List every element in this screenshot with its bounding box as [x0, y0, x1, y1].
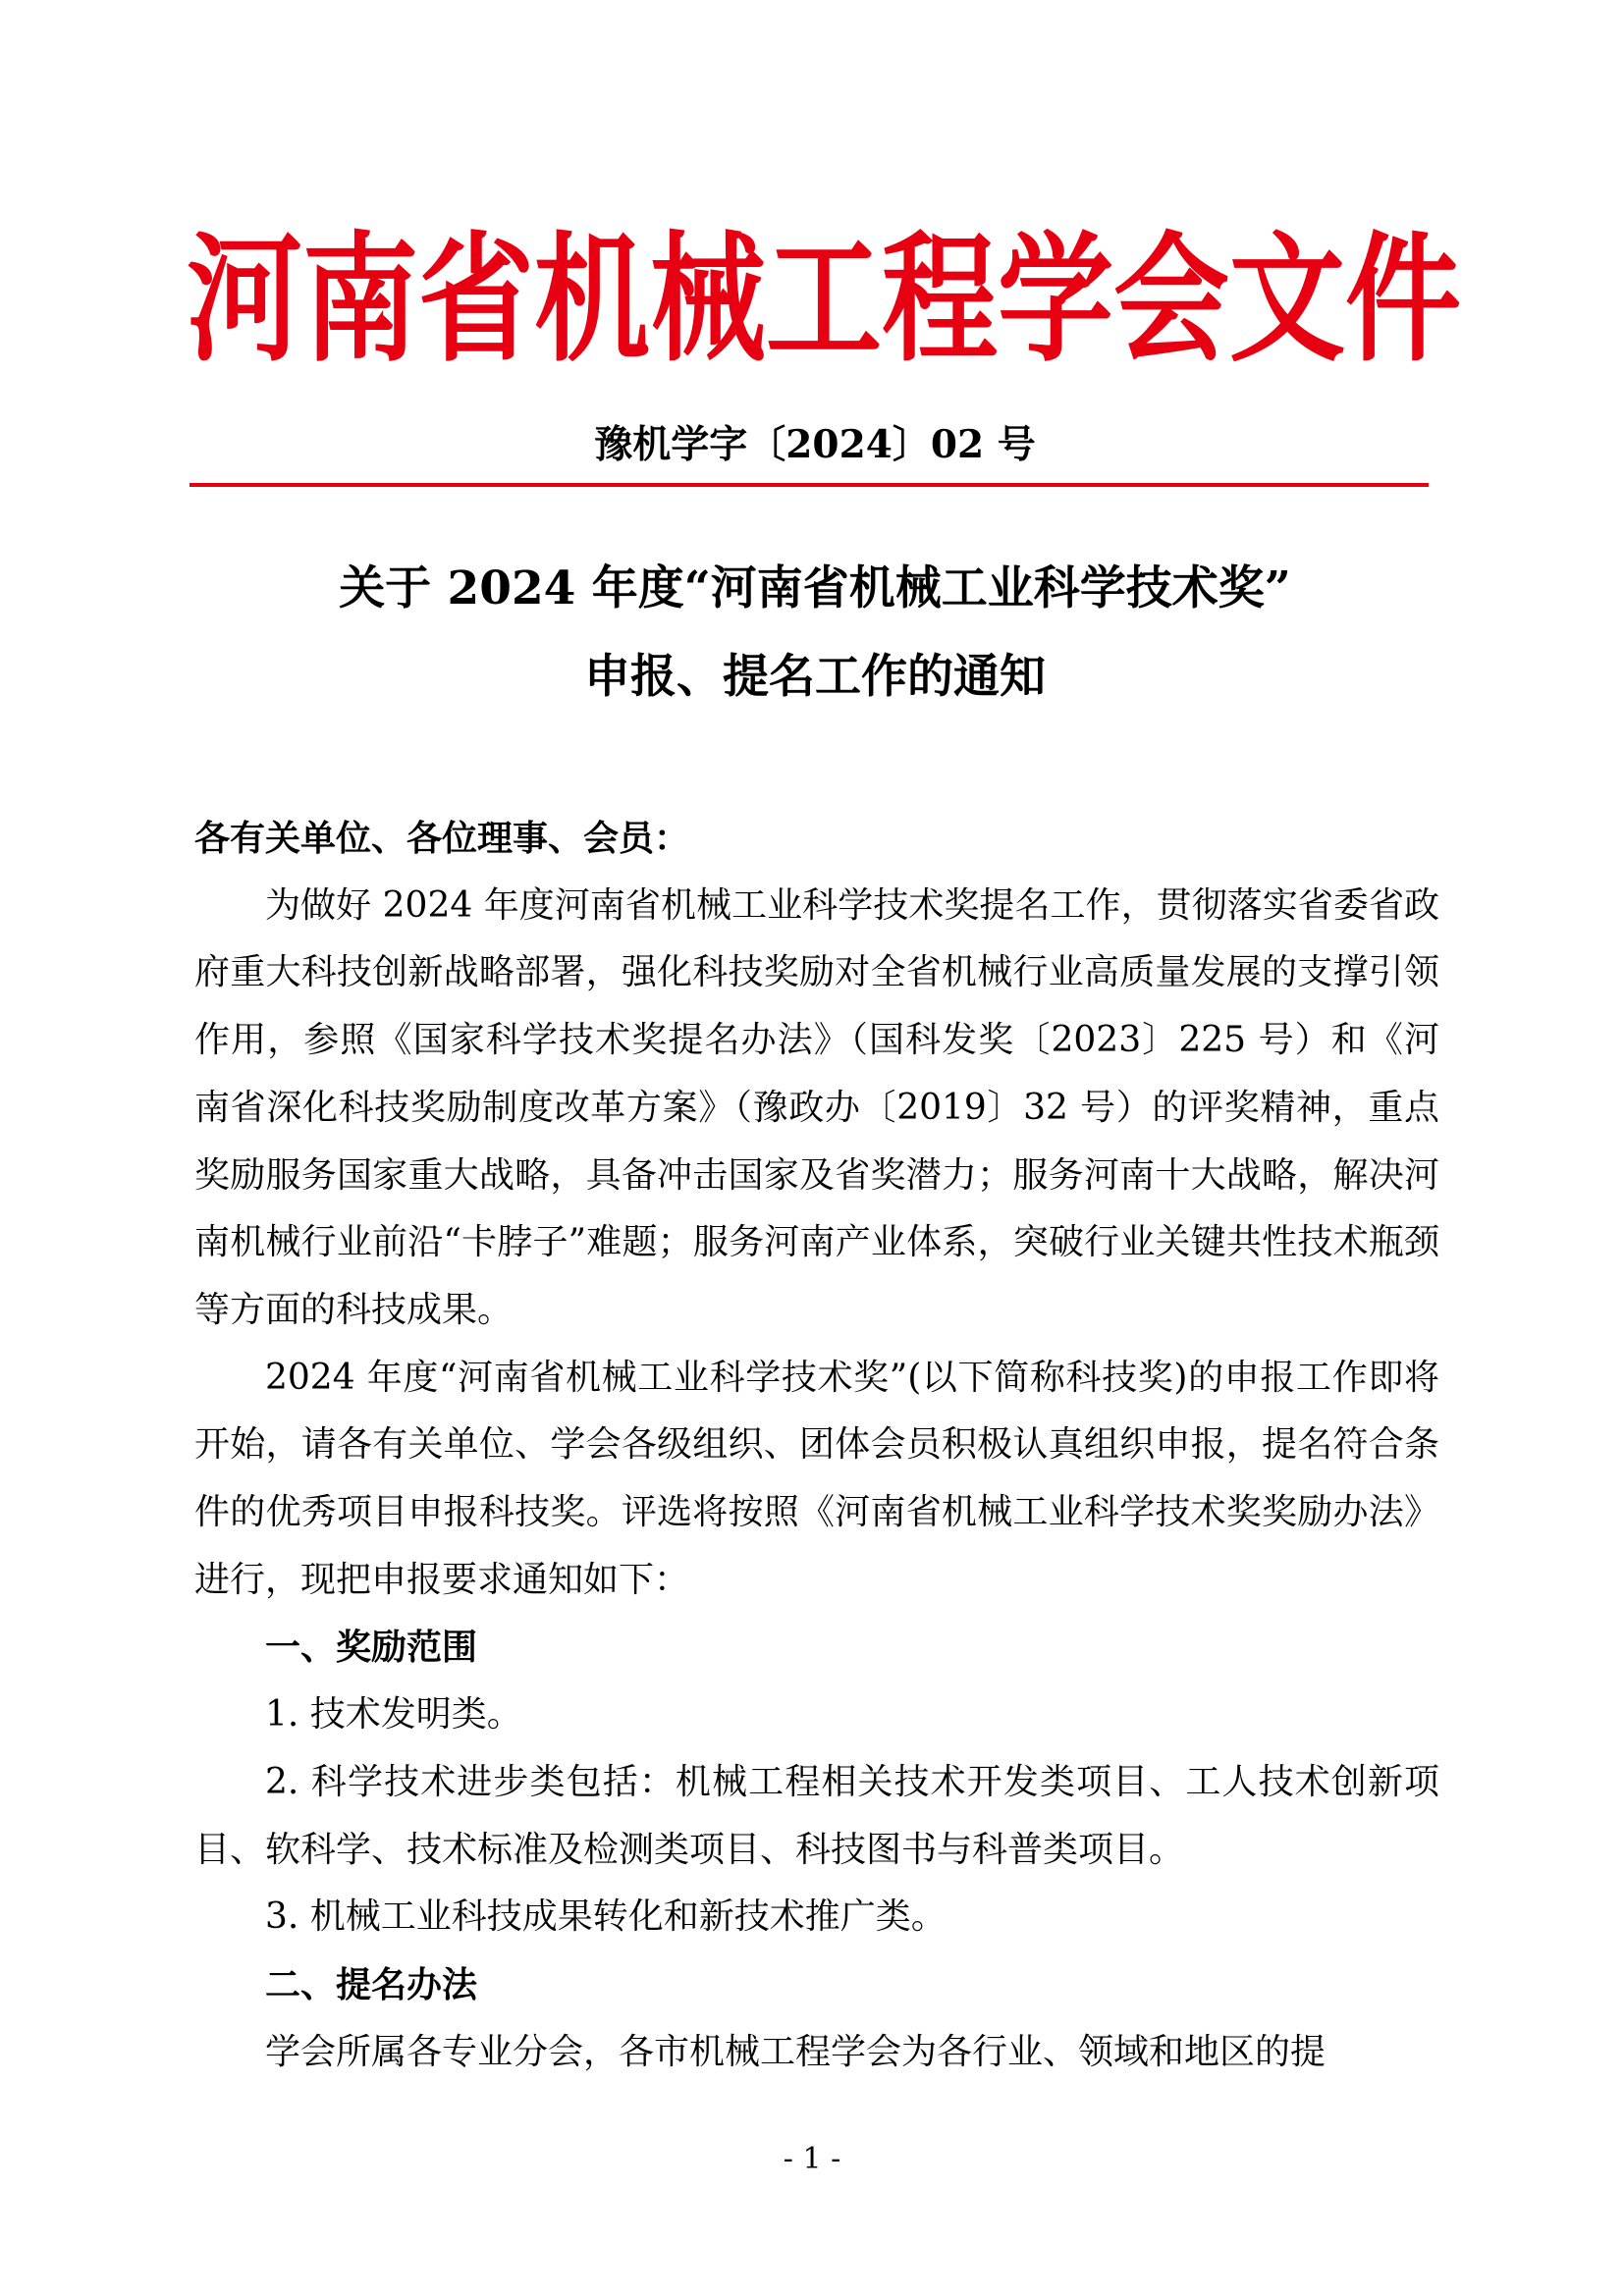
- paragraph-announcement: 2024 年度“河南省机械工业科学技术奖”(以下简称科技奖)的申报工作即将开始，请各有关单位、学会各级组织、团体会员积极认真组织申报，提名符合条件的优秀项目申报科技奖。评选将按照《河南省机械工业科学技术奖奖励办法》进行，现把申报要求通知如下：: [194, 1357, 1439, 1600]
- page-number: - 1 -: [783, 2142, 841, 2176]
- paragraph-nomination: 学会所属各专业分会，各市机械工程学会为各行业、领域和地区的提: [265, 2031, 1326, 2072]
- document-body: [194, 805, 1439, 2086]
- notice-title-line-1: 关于 2024 年度“河南省机械工业科学技术奖”: [339, 561, 1291, 615]
- salutation: 各有关单位、各位理事、会员：: [194, 818, 690, 859]
- header-red-rule: [189, 483, 1429, 487]
- section-heading-scope: 一、奖励范围: [265, 1627, 478, 1669]
- paragraph-intro: 为做好 2024 年度河南省机械工业科学技术奖提名工作，贯彻落实省委省政府重大科技创新战略部署，强化科技奖励对全省机械行业高质量发展的支撑引领作用，参照《国家科学技术奖提名办法》（国科发奖〔2023〕225 号）和《河南省深化科技奖励制度改革方案》（豫政办〔2019〕32 号）的评奖精神，重点奖励服务国家重大战略，具备冲击国家及省奖潜力；服务河南十大战略，解决河南机械行业前沿“卡脖子”难题；服务河南产业体系，突破行业关键共性技术瓶颈等方面的科技成果。: [194, 884, 1439, 1330]
- notice-title: [187, 545, 1443, 721]
- list-item: 2. 科学技术进步类包括：机械工程相关技术开发类项目、工人技术创新项目、软科学、技术标准及检测类项目、科技图书与科普类项目。: [194, 1761, 1439, 1870]
- section-heading-nomination: 二、提名办法: [265, 1963, 478, 2005]
- list-item: 1. 技术发明类。: [265, 1694, 522, 1735]
- org-header-title: 河南省机械工程学会文件: [187, 218, 1462, 381]
- list-item: 3. 机械工业科技成果转化和新技术推广类。: [265, 1896, 947, 1938]
- document-number: 豫机学字〔2024〕02 号: [594, 422, 1036, 467]
- notice-title-line-2: 申报、提名工作的通知: [584, 650, 1046, 704]
